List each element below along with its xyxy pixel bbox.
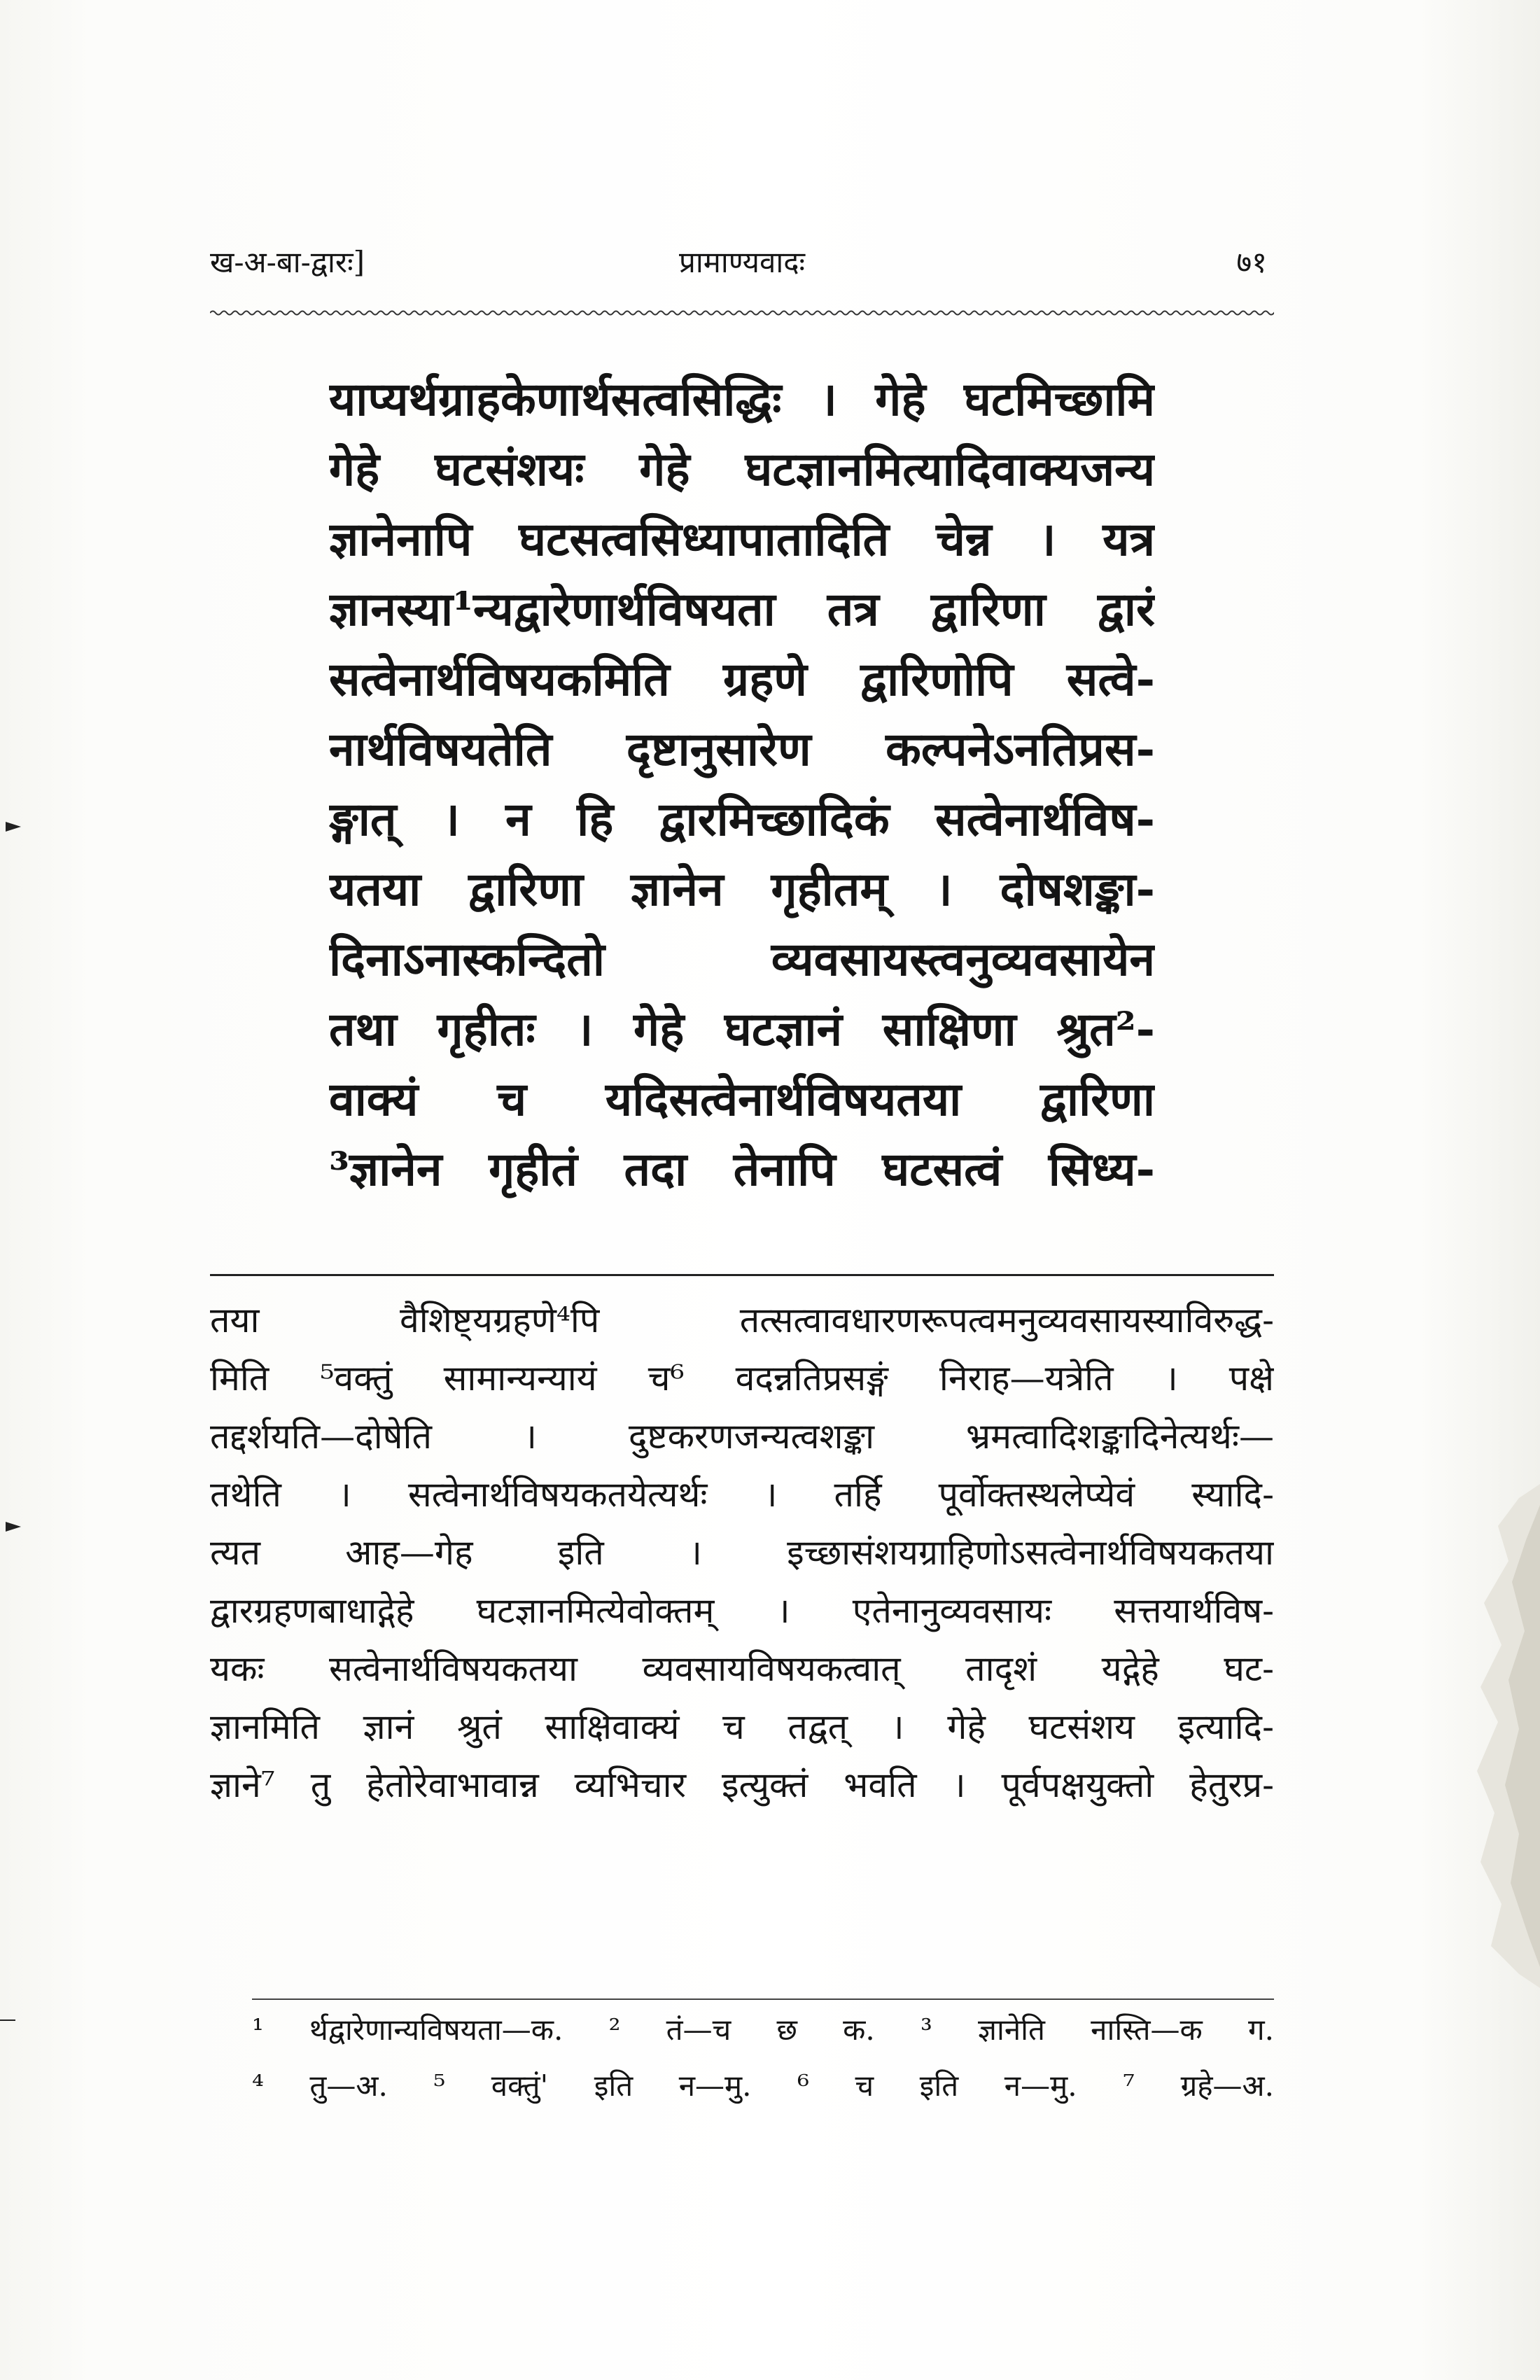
margin-mark [6, 1519, 21, 1534]
main-text-line: नार्थविषयतेति दृष्टानुसारेण कल्पनेऽनतिप्रस- [329, 722, 1155, 776]
commentary-line: तथेति । सत्वेनार्थविषयकतयेत्यर्थः । तर्हि पूर्वोक्तस्थलेप्येवं स्यादि- [210, 1474, 1274, 1515]
wavy-rule [210, 308, 1274, 318]
main-text-line: दिनाऽनास्कन्दितो व्यवसायस्त्वनुव्यवसायेन [329, 932, 1155, 986]
commentary-line: ज्ञाने⁷ तु हेतोरेवाभावान्न व्यभिचार इत्युक्तं भवति । पूर्वपक्षयुक्तो हेतुरप्र- [210, 1765, 1274, 1805]
footnotes [252, 2002, 1274, 2114]
page-number: ७१ [1236, 245, 1267, 279]
main-text-line: वाक्यं च यदिसत्वेनार्थविषयतया द्वारिणा [329, 1072, 1155, 1126]
torn-edge-damage [1414, 1484, 1540, 1988]
commentary-line: त्यत आह—गेह इति । इच्छासंशयग्राहिणोऽसत्वेनार्थविषयकतया [210, 1532, 1274, 1573]
main-text-line: याप्यर्थग्राहकेणार्थसत्वसिद्धिः । गेहे घटमिच्छामि [329, 372, 1155, 426]
commentary-text [210, 1292, 1274, 1814]
header-title: प्रामाण्यवादः [678, 245, 806, 279]
commentary-line: द्वारग्रहणबाधाद्गेहे घटज्ञानमित्येवोक्तम् । एतेनानुव्यवसायः सत्तयार्थविष- [210, 1590, 1274, 1631]
commentary-line: यकः सत्वेनार्थविषयकतया व्यवसायविषयकत्वात् तादृशं यद्गेहे घट- [210, 1648, 1274, 1689]
main-text [329, 364, 1155, 1204]
commentary-divider [210, 1274, 1274, 1276]
main-text-line: ङ्गात् । न हि द्वारमिच्छादिकं सत्वेनार्थविष- [329, 792, 1155, 846]
footnote-line: ⁴ तु—अ. ⁵ वक्तुं' इति न—मु. ⁶ च इति न—मु. ⁷ ग्रहे—अ. [252, 2068, 1274, 2103]
footnote-divider [252, 1998, 1274, 2000]
header-section-label: ख-अ-बा-द्वारः] [210, 245, 365, 279]
footnote-line: ¹ र्थद्वारेणान्यविषयता—क. ² तं—च छ क. ³ ज्ञानेति नास्ति—क ग. [252, 2012, 1274, 2047]
main-text-line: यतया द्वारिणा ज्ञानेन गृहीतम् । दोषशङ्का- [329, 862, 1155, 916]
main-text-line: सत्वेनार्थविषयकमिति ग्रहणे द्वारिणोपि सत्वे- [329, 652, 1155, 706]
commentary-line: मिति ⁵वक्तुं सामान्यन्यायं च⁶ वदन्नतिप्रसङ्गं निराह—यत्रेति । पक्षे [210, 1358, 1274, 1399]
running-header [210, 234, 1274, 284]
main-text-line: गेहे घटसंशयः गेहे घटज्ञानमित्यादिवाक्यजन्य [329, 442, 1155, 496]
margin-mark [6, 819, 21, 834]
main-text-line: तथा गृहीतः । गेहे घटज्ञानं साक्षिणा श्रुत²- [329, 1002, 1155, 1056]
commentary-line: ज्ञानमिति ज्ञानं श्रुतं साक्षिवाक्यं च तद्वत् । गेहे घटसंशय इत्यादि- [210, 1707, 1274, 1747]
main-text-line: ज्ञानेनापि घटसत्वसिध्यापातादिति चेन्न । यत्र [329, 512, 1155, 566]
main-text-line: ³ज्ञानेन गृहीतं तदा तेनापि घटसत्वं सिध्य- [329, 1142, 1155, 1196]
commentary-line: तद्दर्शयति—दोषेति । दुष्टकरणजन्यत्वशङ्का भ्रमत्वादिशङ्कादिनेत्यर्थः— [210, 1416, 1274, 1457]
margin-mark [0, 2012, 15, 2028]
commentary-line: तया वैशिष्ट्यग्रहणे⁴पि तत्सत्वावधारणरूपत्वमनुव्यवसायस्याविरुद्ध- [210, 1300, 1274, 1340]
main-text-line: ज्ञानस्या¹न्यद्वारेणार्थविषयता तत्र द्वारिणा द्वारं [329, 582, 1155, 636]
